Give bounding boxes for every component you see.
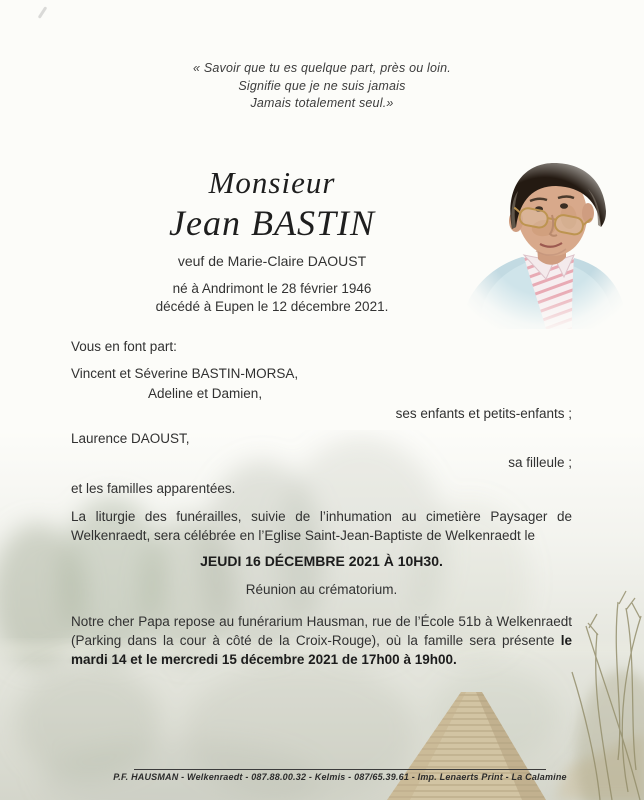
quote-line: Signifie que je ne suis jamais [238,78,406,93]
visitation-paragraph [71,612,572,669]
footer-imprint: P.F. HAUSMAN - Welkenraedt - 087.88.00.32 - Kelmis - 087/65.39.61 - Imp. Lenaerts Print - La Calamine [113,772,567,782]
deceased-name: Jean BASTIN [169,203,375,243]
quote-line: Jamais totalement seul.» [250,96,394,110]
birth-line: né à Andrimont le 28 février 1946 [172,281,372,296]
photo-vignette [460,157,630,329]
announcement-intro: Vous en font part: [71,339,177,354]
children-role-line: ses enfants et petits-enfants ; [395,406,572,421]
quote-line: « Savoir que tu es quelque part, près ou loin. [193,61,451,75]
memorial-quote [0,60,644,113]
spouse-line: veuf de Marie-Claire DAOUST [177,253,367,269]
portrait-illustration [460,157,630,329]
scan-smudge [38,6,48,19]
goddaughter-line: Laurence DAOUST, [71,431,190,446]
life-dates [62,280,482,316]
ceremony-date-line: JEUDI 16 DÉCEMBRE 2021 À 10H30. [200,553,443,569]
liturgy-paragraph: La liturgie des funérailles, suivie de l’inhumation au cimetière Paysager de Welkenraedt, sera célébrée en l’Eglise Saint-Jean-Baptiste de Welkenraedt le [71,509,572,543]
reunion-line: Réunion au crématorium. [245,582,398,597]
families-line: et les familles apparentées. [71,481,236,496]
visitation-text-normal: Notre cher Papa repose au funérarium Hausman, rue de l’École 51b à Welkenraedt (Parking dans la cour à côté de la Croix-Rouge), où la famille sera présente [71,614,572,648]
children-line-1: Vincent et Séverine BASTIN-MORSA, [71,366,299,381]
visitation-text-bold: le mardi 14 et le mercredi 15 décembre 2021 de 17h00 à 19h00. [71,633,572,667]
goddaughter-role-line: sa filleule ; [508,455,572,470]
death-line: décédé à Eupen le 12 décembre 2021. [155,299,389,314]
deceased-title: Monsieur [208,165,336,200]
deceased-header [62,164,482,316]
footer-rule [134,769,546,770]
portrait-photo [460,157,630,329]
children-line-2: Adeline et Damien, [148,386,263,401]
